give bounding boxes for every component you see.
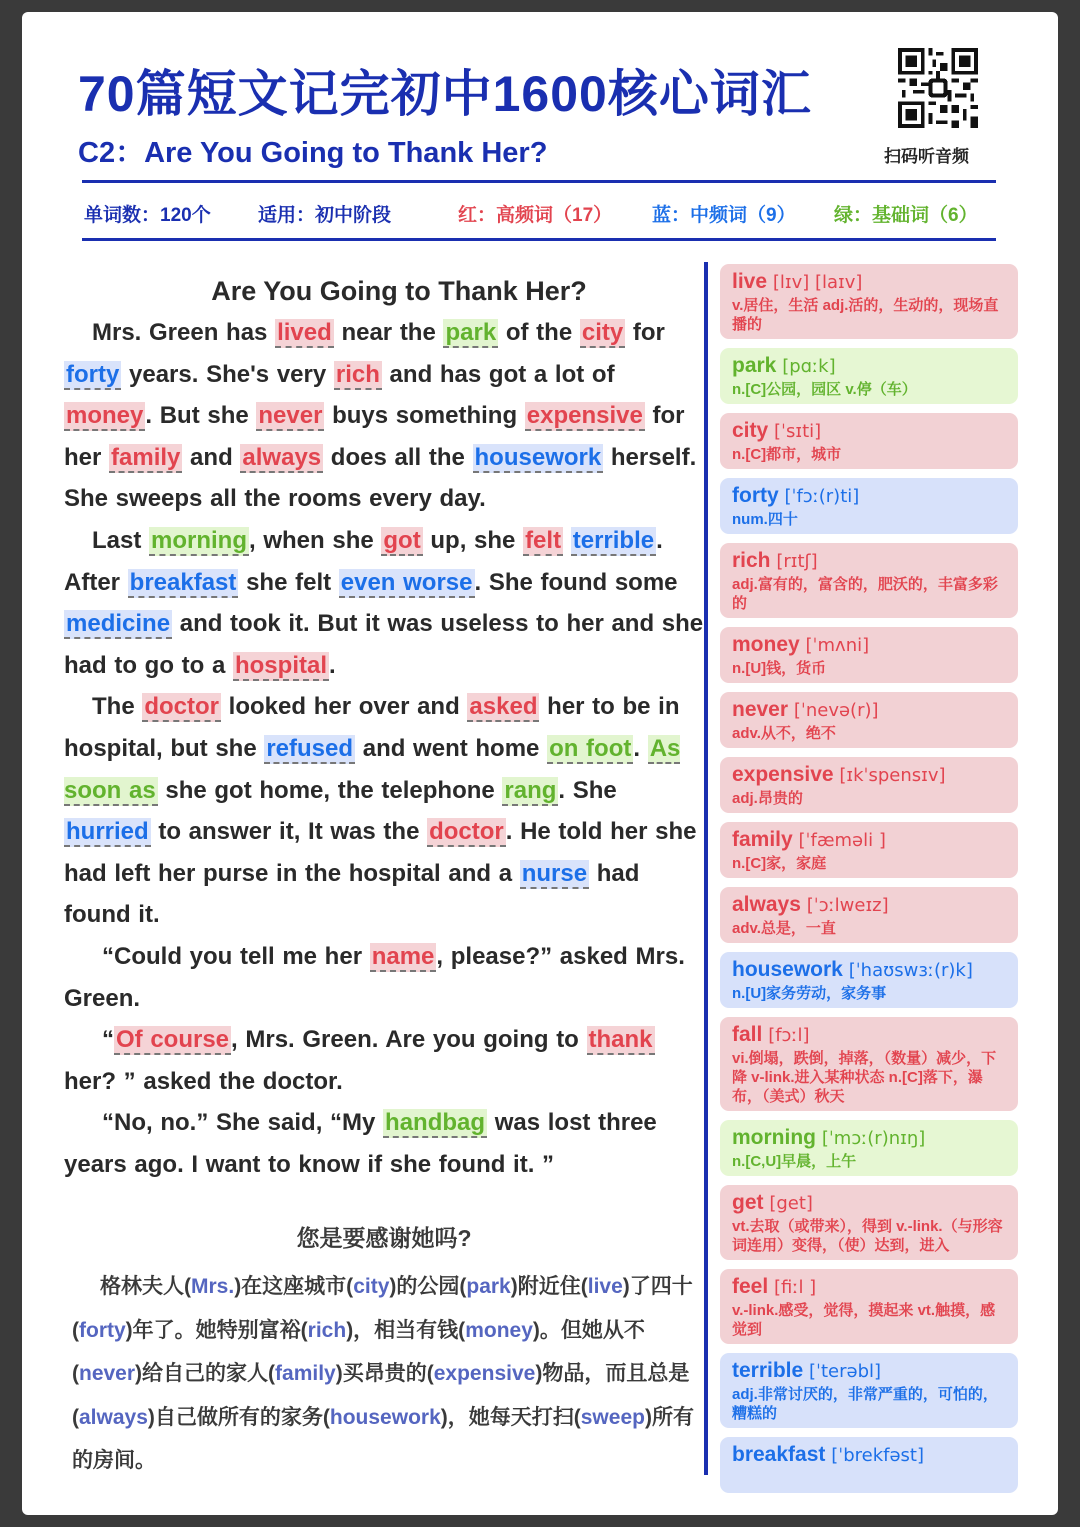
vocab-card-expensive: [720, 757, 1018, 813]
vocab-word: live: [732, 270, 773, 293]
vocab-definition: adj.富有的，富含的，肥沃的，丰富多彩的: [732, 576, 998, 612]
vocab-card-money: [720, 627, 1018, 683]
keyword: money: [66, 402, 144, 430]
vocab-card-list: [720, 264, 1018, 1502]
article-column: [64, 274, 704, 1483]
vocab-phonetic: [ˈterəbl]: [809, 1361, 882, 1382]
vocab-phonetic: [fiːl ]: [774, 1277, 817, 1298]
vocab-definition: n.[C]都市，城市: [732, 446, 842, 463]
vocab-word: city: [732, 419, 775, 442]
info-bar: [84, 200, 1004, 228]
vocab-card-breakfast: [720, 1437, 1018, 1493]
vocab-definition: vi.倒塌，跌倒，掉落，（数量）减少，下降 v-link.进入某种状态 n.[C]落下，瀑布，（美式）秋天: [732, 1050, 997, 1105]
keyword: felt: [525, 526, 562, 554]
paragraph-1: Mrs. Green has lived near the park of the city for forty years. She's very rich and has got a lot of money. But she never buys something expensive for her family and always does all the housework herself. She sweeps all the rooms every day.: [64, 319, 697, 513]
vocab-word: forty: [732, 484, 785, 507]
vocab-definition: adv.从不，绝不: [732, 725, 836, 742]
vocab-headword: [732, 1273, 1008, 1301]
vocab-headword: [732, 956, 1008, 984]
keyword: doctor: [429, 818, 504, 846]
word-count: 单词数：120个: [84, 205, 211, 226]
vocab-word: rich: [732, 549, 777, 572]
keyword: asked: [469, 693, 538, 721]
legend-green: 绿：基础词（6）: [834, 205, 978, 226]
vocab-headword: [732, 696, 1008, 724]
vocab-headword: [732, 482, 1008, 510]
vocab-phonetic: [fɔːl]: [768, 1025, 810, 1046]
paragraph-2: Last morning, when she got up, she felt terrible. After breakfast she felt even worse. She found some medicine and took it. But it was useless to her and she had to go to a hospital.: [64, 526, 704, 679]
vocab-headword: [732, 631, 1008, 659]
vocab-definition: num.四十: [732, 511, 798, 528]
vocab-word: always: [732, 893, 807, 916]
vocab-card-family: [720, 822, 1018, 878]
vocab-word: family: [732, 828, 799, 851]
vocab-card-forty: [720, 478, 1018, 534]
vocab-headword: [732, 1441, 1008, 1469]
vocab-phonetic: [ˈfæməli ]: [798, 830, 886, 851]
header-rule-bottom: [82, 238, 996, 241]
paragraph-5: “Of course, Mrs. Green. Are you going to thank her? ” asked the doctor.: [64, 1026, 653, 1095]
vocab-card-feel: [720, 1269, 1018, 1344]
keyword: on foot: [549, 734, 632, 762]
vocab-definition: v.居住，生活 adj.活的，生动的，现场直播的: [732, 297, 999, 333]
vocab-word: feel: [732, 1275, 775, 1298]
vocab-word: never: [732, 698, 794, 721]
keyword: handbag: [385, 1109, 486, 1137]
vocab-headword: [732, 1189, 1008, 1217]
keyword: Of course: [116, 1026, 230, 1054]
level-label: 适用：初中阶段: [258, 205, 392, 226]
vocab-definition: n.[C]家，家庭: [732, 855, 827, 872]
vocab-definition: adv.总是，一直: [732, 920, 836, 937]
vocab-phonetic: [rɪtʃ]: [776, 551, 818, 572]
vocab-phonetic: [ˈhaʊswɜː(r)k]: [848, 960, 973, 981]
vocab-card-morning: [720, 1120, 1018, 1176]
translation-title: 您是要感谢她吗?: [296, 1225, 472, 1252]
vocab-card-live: [720, 264, 1018, 339]
vocab-definition: v.-link.感受，觉得，摸起来 vt.触摸，感觉到: [732, 1302, 996, 1338]
vocab-card-always: [720, 887, 1018, 943]
vocab-headword: [732, 826, 1008, 854]
column-divider: [704, 262, 708, 1475]
vocab-phonetic: [lɪv] [laɪv]: [772, 272, 863, 293]
keyword: medicine: [66, 610, 171, 638]
vocab-word: fall: [732, 1023, 769, 1046]
vocab-phonetic: [ˈsɪti]: [774, 421, 822, 442]
keyword: thank: [588, 1026, 653, 1054]
paragraph-3: The doctor looked her over and asked her to be in hospital, but she refused and went home on foot. As soon as she got home, the telephone rang. She hurried to answer it, It was the doctor. He told her she had left her purse in the hospital and a nurse had found it.: [64, 693, 697, 929]
vocab-card-get: [720, 1185, 1018, 1260]
keyword: doctor: [144, 693, 220, 721]
vocab-card-never: [720, 692, 1018, 748]
vocab-definition: vt.去取（或带来），得到 v.-link.（与形容词连用）变得，（使）达到，进入: [732, 1218, 1003, 1254]
vocab-word: terrible: [732, 1359, 810, 1382]
vocab-card-fall: [720, 1017, 1018, 1111]
keyword: lived: [277, 319, 332, 346]
keyword: forty: [66, 360, 120, 388]
vocab-headword: [732, 417, 1008, 445]
vocab-headword: [732, 268, 1008, 296]
translation-paragraph: 格林夫人(Mrs.)在这座城市(city)的公园(park)附近住(live)了四十(forty)年了。她特别富裕(rich)，相当有钱(money)。但她从不(never)给自己的家人(family)买昂贵的(expensive)物品，而且总是(always)自己做所有的家务(housework)，她每天打扫(sweep)所有的房间。: [72, 1275, 694, 1473]
article-passage: [64, 312, 704, 1185]
vocab-phonetic: [ˈmʌni]: [805, 635, 870, 656]
vocab-definition: n.[U]钱，货币: [732, 660, 827, 677]
vocab-card-terrible: [720, 1353, 1018, 1428]
vocab-word: expensive: [732, 763, 840, 786]
vocab-phonetic: [ˈbrekfəst]: [831, 1445, 924, 1466]
vocab-card-housework: [720, 952, 1018, 1008]
vocab-phonetic: [ˈɔːlweɪz]: [806, 895, 889, 916]
keyword: nurse: [521, 859, 588, 887]
vocab-phonetic: [ˈnevə(r)]: [793, 700, 879, 721]
vocab-definition: n.[C,U]早晨，上午: [732, 1153, 857, 1170]
vocab-word: park: [732, 354, 783, 377]
page-title: 70篇短文记完初中1600核心词汇: [78, 66, 812, 122]
qr-caption: 扫码听音频: [884, 147, 969, 166]
keyword: even worse: [340, 568, 473, 596]
paragraph-4: “Could you tell me her name, please?” asked Mrs. Green.: [64, 942, 685, 1012]
keyword: park: [445, 319, 497, 346]
vocab-phonetic: [ˈmɔː(r)nɪŋ]: [821, 1128, 926, 1149]
vocab-word: housework: [732, 958, 849, 981]
lesson-subtitle: C2：Are You Going to Thank Her?: [78, 137, 548, 169]
keyword: rang: [504, 776, 557, 804]
vocab-phonetic: [ɪkˈspensɪv]: [839, 765, 946, 786]
keyword: got: [383, 526, 421, 554]
vocab-headword: [732, 1357, 1008, 1385]
vocab-definition: n.[C]公园，园区 v.停（车）: [732, 381, 917, 398]
paragraph-6: “No, no.” She said, “My handbag was lost three years ago. I want to know if she found it. ”: [64, 1109, 657, 1178]
keyword: always: [242, 443, 322, 471]
keyword: terrible: [572, 526, 655, 554]
vocab-headword: [732, 352, 1008, 380]
keyword: refused: [266, 734, 354, 762]
keyword: family: [111, 443, 181, 471]
vocab-card-park: [720, 348, 1018, 404]
header-rule-top: [82, 180, 996, 183]
vocab-word: breakfast: [732, 1443, 832, 1466]
keyword: name: [371, 942, 435, 970]
vocab-card-city: [720, 413, 1018, 469]
vocab-definition: adj.昂贵的: [732, 790, 803, 807]
article-title: Are You Going to Thank Her?: [211, 276, 587, 306]
keyword: hospital: [234, 651, 327, 679]
vocab-word: morning: [732, 1126, 822, 1149]
translation-passage: [64, 1265, 704, 1483]
keyword: breakfast: [129, 568, 237, 596]
vocab-headword: [732, 761, 1008, 789]
keyword: rich: [335, 360, 380, 388]
vocab-headword: [732, 547, 1008, 575]
keyword: expensive: [526, 402, 643, 430]
keyword: hurried: [66, 818, 149, 846]
keyword: morning: [151, 526, 248, 554]
vocab-definition: n.[U]家务劳动，家务事: [732, 985, 887, 1002]
vocab-phonetic: [pɑːk]: [782, 356, 836, 377]
keyword: housework: [474, 443, 602, 471]
vocab-word: money: [732, 633, 806, 656]
keyword: As soon as: [64, 734, 681, 804]
legend-blue: 蓝：中频词（9）: [652, 205, 796, 226]
keyword: city: [581, 319, 624, 346]
vocab-definition: adj.非常讨厌的，非常严重的，可怕的，糟糕的: [732, 1386, 998, 1422]
worksheet-page: [22, 12, 1058, 1515]
vocab-headword: [732, 891, 1008, 919]
vocab-word: get: [732, 1191, 770, 1214]
keyword: never: [258, 402, 323, 430]
vocab-card-rich: [720, 543, 1018, 618]
vocab-phonetic: [ˈfɔː(r)ti]: [784, 486, 860, 507]
vocab-phonetic: [get]: [769, 1193, 813, 1214]
vocab-headword: [732, 1021, 1008, 1049]
legend-red: 红：高频词（17）: [458, 205, 613, 226]
vocab-headword: [732, 1124, 1008, 1152]
qr-code-icon[interactable]: [898, 48, 978, 128]
